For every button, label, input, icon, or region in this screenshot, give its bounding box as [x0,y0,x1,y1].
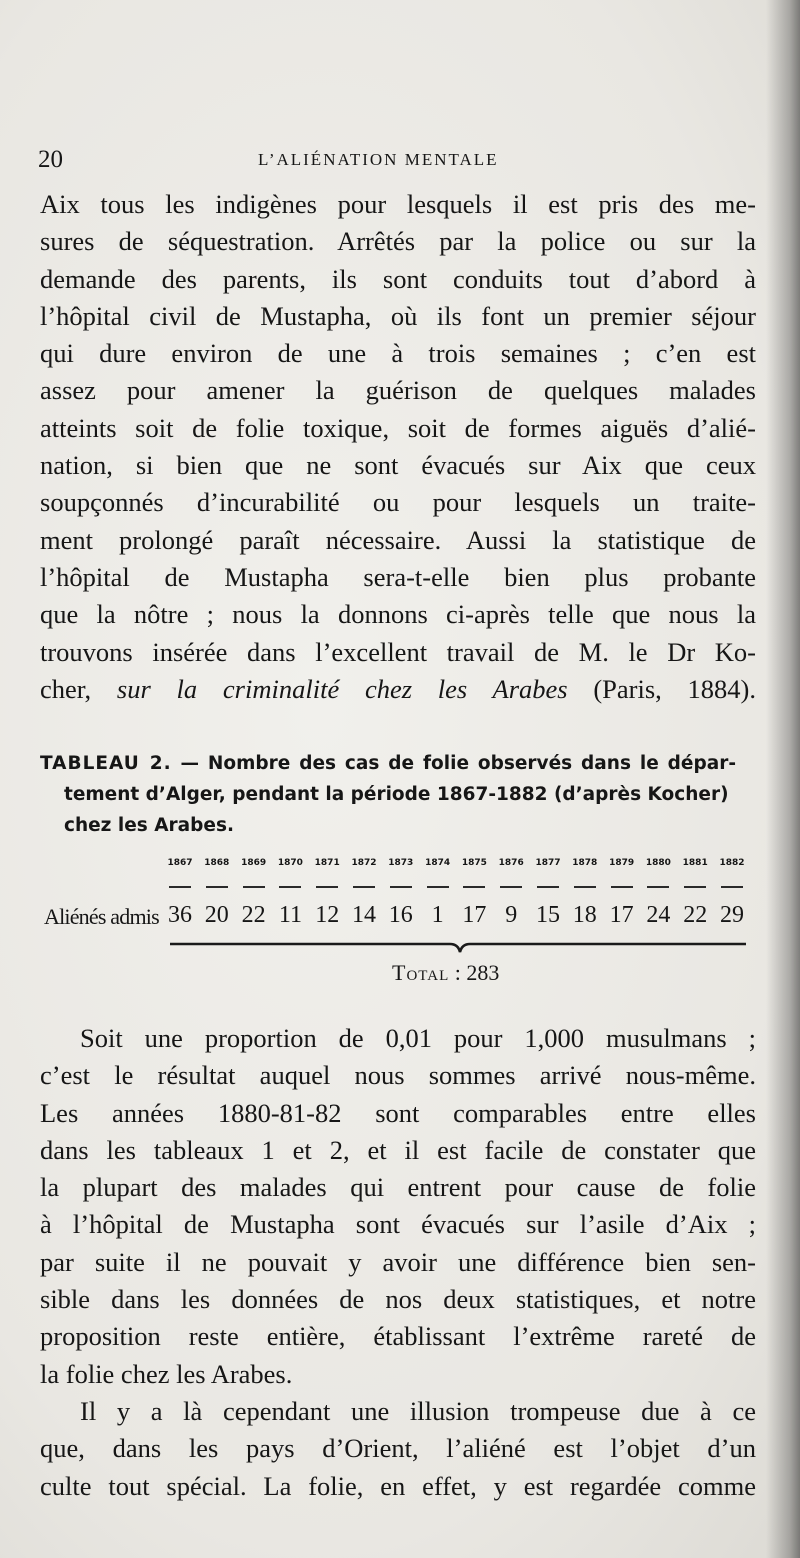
book-title-italic: sur la criminalité chez les Arabes [116,673,568,704]
count-cell: 29 [720,902,744,928]
text-line: trouvons insérée dans l’excellent travail de M. le Dr Ko- [40,636,756,667]
text-line-final [40,671,756,708]
dash-rule [721,886,743,888]
dash-rule [427,886,449,888]
dash-rule [316,886,338,888]
year-cell: 1877 [535,858,561,868]
dash-rule [611,886,633,888]
total-value: : 283 [449,960,500,985]
year-cell: 1869 [241,858,267,868]
text-line: l’hôpital civil de Mustapha, où ils font un premier séjour [40,300,756,331]
dash-rule [574,886,596,888]
year-cell: 1875 [461,858,487,868]
text-line: par suite il ne pouvait y avoir une différence bien sen- [40,1246,756,1277]
year-cell: 1881 [682,858,708,868]
year-cell: 1868 [204,858,230,868]
text-line: Soit une proportion de 0,01 pour 1,000 musulmans ; [80,1023,756,1053]
count-cell: 36 [168,902,192,928]
running-head: L’ALIÉNATION MENTALE [258,150,499,169]
text-segment: cher, [40,673,117,704]
count-cell: 24 [646,902,671,928]
year-header-row [162,858,750,876]
count-cell: 22 [683,902,708,928]
dash-rule [647,886,669,888]
text-line: proposition reste entière, établissant l’extrême rareté de [40,1321,756,1352]
year-cell: 1882 [719,858,745,868]
year-cell: 1878 [572,858,598,868]
dash-rule [169,886,191,888]
text-line: nation, si bien que ne sont évacués sur Aix que ceux [40,450,756,481]
dash-rule [353,886,375,888]
caption-text: — Nombre des cas de folie observés dans le dépar- [171,753,736,774]
page-edge-shadow [766,0,800,1558]
year-cell: 1879 [609,858,635,868]
count-cell: 9 [505,902,518,928]
count-cell: 17 [609,902,634,928]
page-header [38,146,750,176]
year-cell: 1880 [645,858,671,868]
count-cell: 12 [315,902,340,928]
year-cell: 1874 [425,858,451,868]
total-brace [170,938,750,960]
text-line: c’est le résultat auquel nous sommes arrivé nous-même. [40,1060,756,1091]
dash-rule [279,886,301,888]
text-line: sible dans les données de nos deux statistiques, et notre [40,1284,756,1315]
table-caption [40,748,760,841]
dash-rule [390,886,412,888]
text-line: soupçonnés d’incurabilité ou pour lesquels un traite- [40,487,756,518]
dash-rule-row [162,882,750,892]
dash-rule [463,886,485,888]
text-line: Les années 1880-81-82 sont comparables entre elles [40,1097,756,1128]
paragraph-1 [40,186,756,708]
year-cell: 1872 [351,858,377,868]
text-line: ment prolongé paraît nécessaire. Aussi la statistique de [40,524,756,555]
caption-line: tement d’Alger, pendant la période 1867-1882 (d’après Kocher) [64,784,729,805]
text-line: atteints soit de folie toxique, soit de formes aiguës d’alié- [40,412,756,443]
text-line: Aix tous les indigènes pour lesquels il est pris des me- [40,189,756,219]
table-total [392,960,499,986]
count-cell: 16 [388,902,413,928]
text-line: Il y a là cependant une illusion trompeuse due à ce [80,1395,756,1426]
total-label: Total [392,960,450,985]
text-line: que la nôtre ; nous la donnons ci-après telle que nous la [40,599,756,630]
year-cell: 1873 [388,858,414,868]
count-cell: 1 [431,902,444,928]
text-line: culte tout spécial. La folie, en effet, y est regardée comme [40,1470,756,1501]
text-line: demande des parents, ils sont conduits tout d’abord à [40,263,756,294]
text-line: la folie chez les Arabes. [40,1358,293,1389]
year-cell: 1867 [167,858,193,868]
text-line: à l’hôpital de Mustapha sont évacués sur l’asile d’Aix ; [40,1209,756,1240]
count-cell: 17 [462,902,487,928]
text-segment: (Paris, 1884). [567,673,756,704]
year-cell: 1871 [314,858,340,868]
dash-rule [243,886,265,888]
dash-rule [206,886,228,888]
table-label: TABLEAU 2. [40,753,172,774]
text-line: que, dans les pays d’Orient, l’aliéné est l’objet d’un [40,1433,756,1464]
counts-row [162,902,750,932]
year-cell: 1870 [277,858,303,868]
count-cell: 22 [241,902,266,928]
text-line: dans les tableaux 1 et 2, et il est facile de constater que [40,1134,756,1165]
paragraph-2 [40,1020,756,1505]
year-cell: 1876 [498,858,524,868]
dash-rule [500,886,522,888]
page-number: 20 [38,146,63,173]
row-label: Aliénés admis [44,904,159,929]
count-cell: 18 [572,902,597,928]
text-line: sures de séquestration. Arrêtés par la police ou sur la [40,226,756,257]
text-line: assez pour amener la guérison de quelques malades [40,375,756,406]
dash-rule [537,886,559,888]
count-cell: 14 [352,902,376,928]
text-line: la plupart des malades qui entrent pour cause de folie [40,1172,756,1203]
text-line: qui dure environ de une à trois semaines ; c’en est [40,338,756,369]
count-cell: 15 [536,902,560,928]
dash-rule [684,886,706,888]
count-cell: 11 [278,902,302,928]
text-line: l’hôpital de Mustapha sera-t-elle bien plus probante [40,561,756,592]
caption-line [40,748,736,779]
count-cell: 20 [204,902,229,928]
caption-line: chez les Arabes. [64,815,234,836]
